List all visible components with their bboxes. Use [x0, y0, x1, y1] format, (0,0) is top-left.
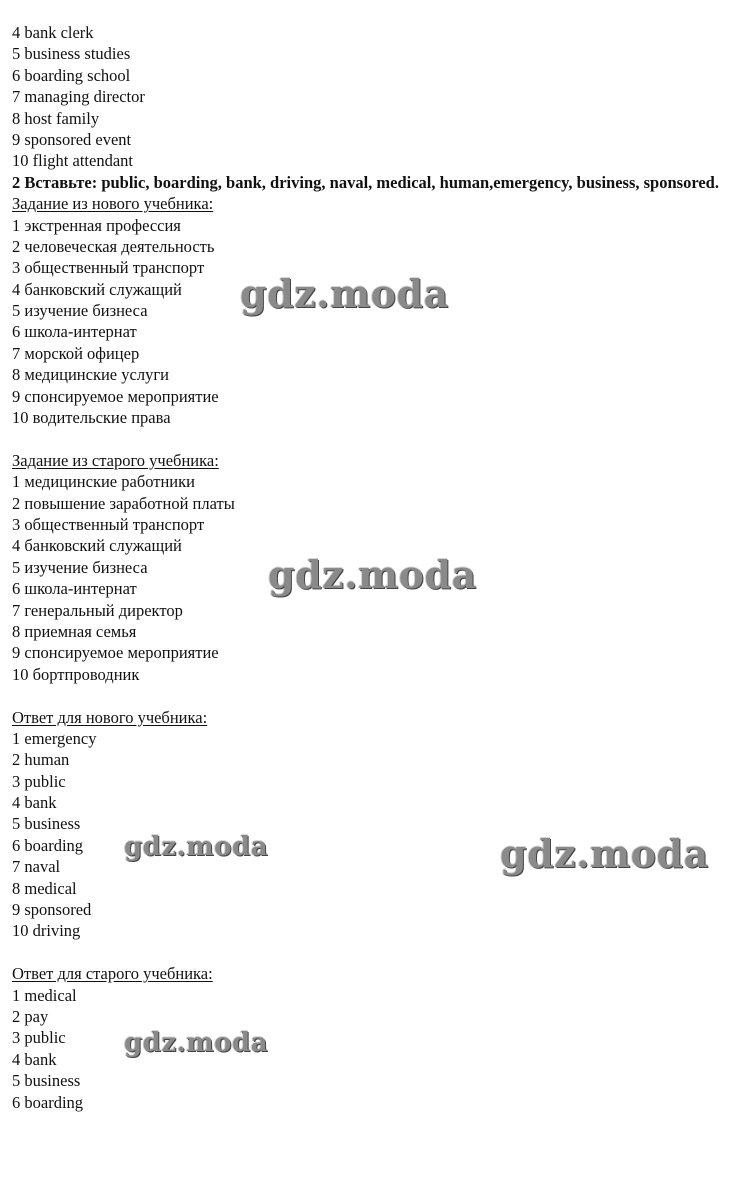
list-item: 9 спонсируемое мероприятие [12, 386, 219, 406]
list-item: 8 host family [12, 108, 100, 128]
list-item: 1 экстренная профессия [12, 215, 181, 235]
old-textbook-answer-heading: Ответ для старого учебника: [12, 964, 213, 984]
watermark-logo: gdz.moda [124, 832, 269, 862]
list-item: 7 генеральный директор [12, 600, 183, 620]
list-item: 1 медицинские работники [12, 472, 195, 492]
watermark-logo: gdz.moda [268, 552, 477, 597]
list-item: 10 driving [12, 921, 81, 941]
list-item: 8 приемная семья [12, 621, 137, 641]
list-item: 4 bank clerk [12, 23, 94, 42]
list-item: 3 общественный транспорт [12, 258, 205, 278]
list-item: 6 boarding [12, 835, 84, 855]
watermark-logo: gdz.moda [124, 1028, 269, 1058]
list-item: 3 общественный транспорт [12, 515, 205, 534]
old-textbook-answer-list [12, 985, 738, 1113]
list-item: 4 bank [12, 793, 57, 813]
list-item: 3 public [12, 1028, 66, 1048]
list-item: 10 бортпроводник [12, 664, 140, 684]
list-item: 3 public [12, 771, 66, 791]
vocabulary-list-top [12, 22, 738, 172]
list-item: 5 изучение бизнеса [12, 301, 148, 321]
list-item: 8 medical [12, 878, 77, 898]
list-item: 10 flight attendant [12, 151, 133, 171]
list-item: 2 human [12, 750, 70, 770]
list-item: 6 boarding school [12, 65, 131, 85]
old-textbook-task-heading: Задание из старого учебника: [12, 450, 219, 470]
list-item: 7 морской офицер [12, 343, 140, 363]
spacer [12, 685, 738, 706]
list-item: 1 emergency [12, 728, 97, 748]
list-item: 2 повышение заработной платы [12, 493, 235, 513]
list-item: 5 business [12, 1071, 81, 1091]
list-item: 10 водительские права [12, 408, 171, 428]
list-item: 6 школа-интернат [12, 579, 137, 599]
spacer [12, 942, 738, 963]
list-item: 2 человеческая деятельность [12, 236, 215, 256]
list-item: 7 naval [12, 857, 61, 877]
spacer [12, 428, 738, 449]
list-item: 4 банковский служащий [12, 536, 182, 556]
list-item: 1 medical [12, 985, 77, 1005]
task-2-instruction: 2 Вставьте: public, boarding, bank, driving, naval, medical, human,emergency, business, sponsored. [12, 172, 719, 192]
list-item: 4 bank [12, 1049, 57, 1069]
list-item: 5 изучение бизнеса [12, 557, 148, 577]
list-item: 2 pay [12, 1006, 49, 1026]
list-item: 5 business [12, 814, 81, 834]
list-item: 6 boarding [12, 1092, 84, 1112]
list-item: 9 sponsored [12, 900, 92, 920]
new-textbook-task-list [12, 215, 738, 429]
new-textbook-task-heading: Задание из нового учебника: [12, 194, 214, 214]
list-item: 9 спонсируемое мероприятие [12, 643, 219, 663]
watermark-logo: gdz.moda [500, 831, 709, 876]
watermark-logo: gdz.moda [240, 271, 449, 316]
list-item: 8 медицинские услуги [12, 365, 169, 385]
list-item: 9 sponsored event [12, 129, 132, 149]
list-item: 4 банковский служащий [12, 279, 182, 299]
list-item: 7 managing director [12, 87, 145, 107]
new-textbook-answer-heading: Ответ для нового учебника: [12, 707, 208, 727]
list-item: 6 школа-интернат [12, 322, 137, 342]
list-item: 5 business studies [12, 44, 131, 64]
